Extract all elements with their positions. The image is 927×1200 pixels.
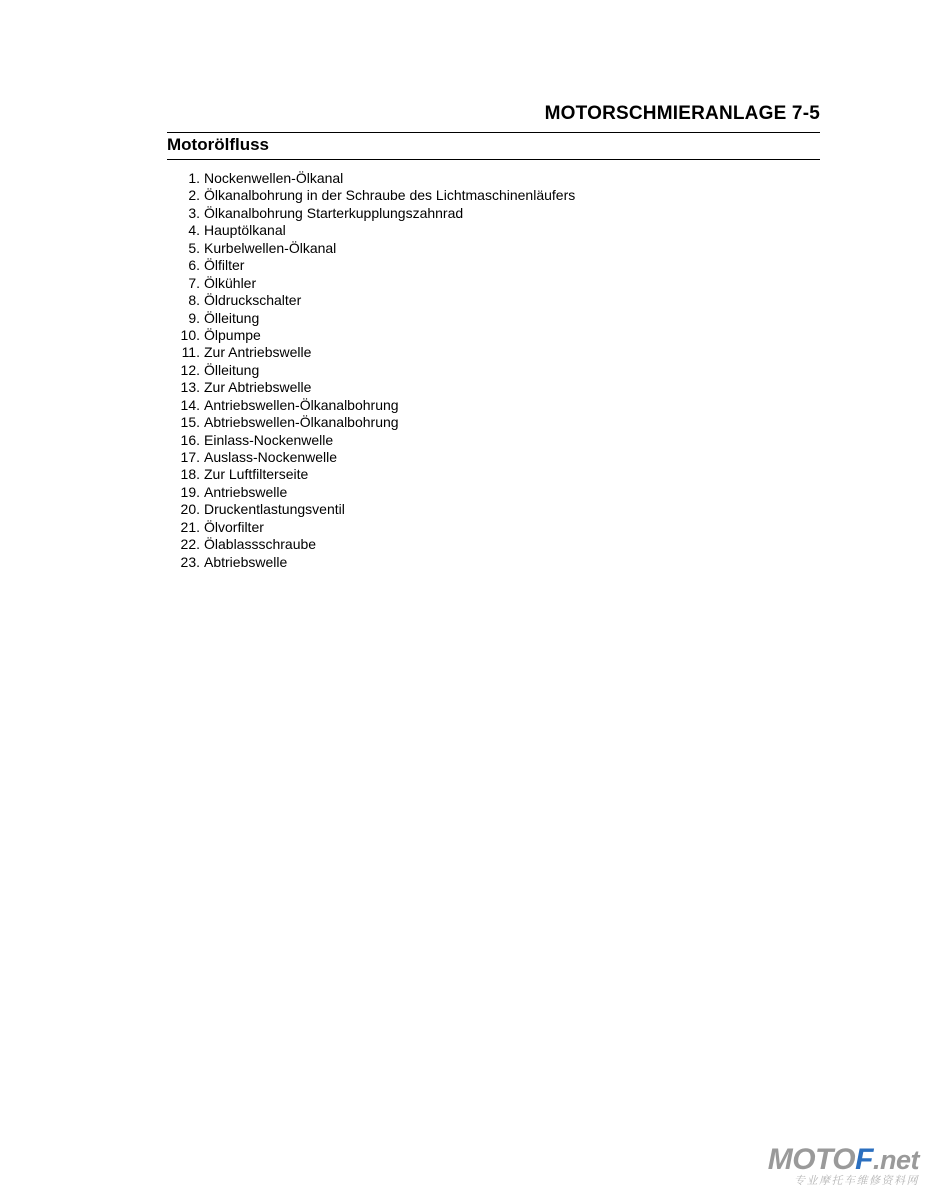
legend-item	[172, 187, 575, 204]
legend-item-text: Öldruckschalter	[204, 292, 302, 309]
legend-item-text: Ölfilter	[204, 257, 245, 274]
legend-item	[172, 310, 575, 327]
legend-item	[172, 466, 575, 483]
legend-item-number: 18.	[180, 466, 200, 483]
legend-item-text: Ölkanalbohrung Starterkupplungszahnrad	[204, 204, 464, 221]
legend-item-number: 15.	[180, 414, 200, 431]
legend-item	[172, 379, 575, 396]
legend-item-text: Nockenwellen-Ölkanal	[204, 170, 344, 186]
legend-item-text: Ölpumpe	[204, 326, 261, 343]
legend-item-text: Zur Antriebswelle	[204, 344, 312, 361]
legend-item-text: Hauptölkanal	[204, 222, 286, 239]
legend-item-text: Antriebswelle	[204, 483, 288, 500]
legend-item	[172, 170, 575, 187]
legend-item-number: 21.	[180, 518, 200, 535]
legend-item	[172, 414, 575, 431]
legend-item-number: 17.	[180, 449, 200, 465]
legend-item	[172, 484, 575, 501]
legend-item-number: 13.	[180, 379, 200, 396]
legend-item-text: Zur Luftfilterseite	[204, 466, 309, 483]
watermark-logo-main: MOTO	[767, 1143, 856, 1176]
legend-item	[172, 554, 575, 571]
legend-item-text: Zur Abtriebswelle	[204, 379, 312, 396]
site-watermark	[749, 1145, 919, 1188]
watermark-logo-tld: .net	[872, 1145, 919, 1175]
legend-item-number: 1.	[188, 170, 200, 186]
legend-item-number: 8.	[188, 292, 200, 309]
legend-item-number: 3.	[188, 204, 200, 221]
legend-item-number: 19.	[180, 483, 200, 500]
legend-item	[172, 519, 575, 536]
legend-item	[172, 501, 575, 518]
legend-item-number: 6.	[188, 257, 200, 274]
legend-item-number: 12.	[180, 361, 200, 378]
legend-item	[172, 222, 575, 239]
legend-item-number: 20.	[180, 501, 200, 518]
legend-item-text: Einlass-Nockenwelle	[204, 431, 334, 448]
legend-item-number: 22.	[180, 536, 200, 553]
legend-item-number: 7.	[188, 274, 200, 291]
legend-item-text: Druckentlastungsventil	[204, 501, 345, 518]
legend-item-text: Ölvorfilter	[204, 518, 264, 535]
legend-item-text: Ölleitung	[204, 309, 260, 326]
legend-item	[172, 240, 575, 257]
legend-item	[172, 344, 575, 361]
legend-item	[172, 275, 575, 292]
section-title: Motorölfluss	[167, 135, 269, 154]
legend-item-number: 10.	[180, 326, 200, 343]
legend-item-number: 16.	[180, 431, 200, 448]
legend-item-number: 2.	[188, 187, 200, 204]
section-header	[167, 134, 820, 160]
watermark-logo-accent: F	[855, 1143, 873, 1176]
legend-item-text: Antriebswellen-Ölkanalbohrung	[204, 396, 399, 413]
legend-item-text: Kurbelwellen-Ölkanal	[204, 239, 337, 256]
legend-item-number: 23.	[180, 553, 200, 570]
legend-item-number: 14.	[180, 396, 200, 413]
legend-item-text: Abtriebswelle	[204, 553, 288, 570]
page-header	[167, 103, 820, 133]
legend-item	[172, 257, 575, 274]
legend-item-number: 5.	[188, 239, 200, 256]
watermark-logo	[749, 1145, 919, 1175]
legend-item	[172, 327, 575, 344]
legend-item-text: Ölablassschraube	[204, 536, 317, 553]
watermark-tagline: 专业摩托车维修资料网	[794, 1175, 919, 1187]
legend-list	[172, 170, 575, 571]
legend-item	[172, 292, 575, 309]
legend-item-number: 9.	[188, 309, 200, 326]
legend-item-text: Ölkanalbohrung in der Schraube des Lichtmaschinenläufers	[204, 187, 576, 204]
legend-item-text: Ölkühler	[204, 274, 257, 291]
legend-item-text: Ölleitung	[204, 361, 260, 378]
legend-item-text: Abtriebswellen-Ölkanalbohrung	[204, 414, 399, 431]
legend-item	[172, 205, 575, 222]
page-header-title: MOTORSCHMIERANLAGE 7-5	[544, 103, 820, 124]
legend-item	[172, 432, 575, 449]
legend-item	[172, 362, 575, 379]
legend-item	[172, 536, 575, 553]
legend-item-number: 11.	[181, 344, 200, 361]
legend-item	[172, 449, 575, 466]
legend-item	[172, 397, 575, 414]
legend-item-text: Auslass-Nockenwelle	[204, 449, 338, 465]
legend-item-number: 4.	[188, 222, 200, 239]
